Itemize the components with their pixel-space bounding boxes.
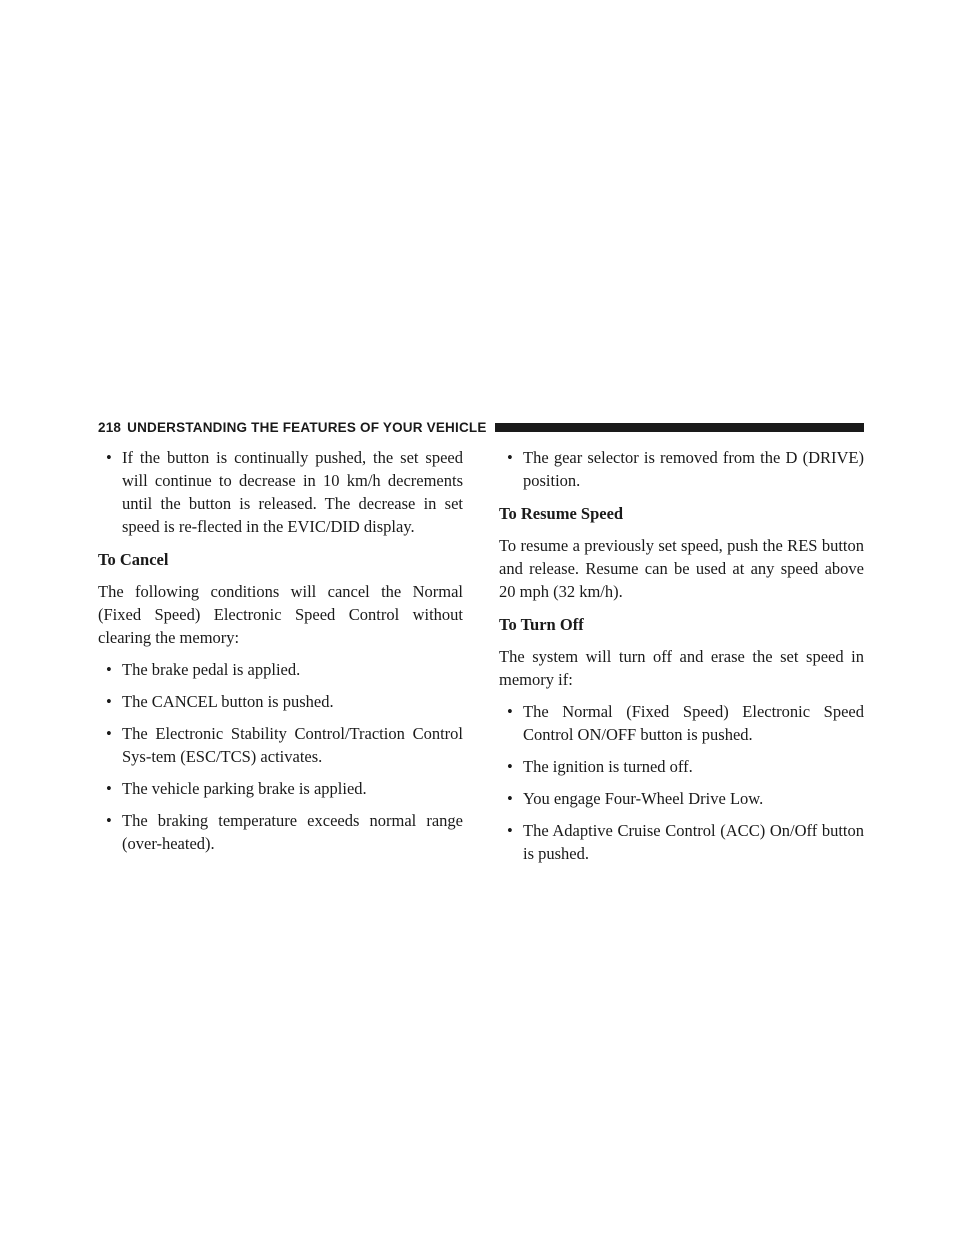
list-item: • The Adaptive Cruise Control (ACC) On/Off button is pushed. — [499, 819, 864, 865]
section-title: UNDERSTANDING THE FEATURES OF YOUR VEHICLE — [127, 419, 487, 435]
list-item: • The Electronic Stability Control/Traction Control Sys-tem (ESC/TCS) activates. — [98, 722, 463, 768]
left-column — [98, 446, 463, 864]
list-item: • If the button is continually pushed, the set speed will continue to decrease in 10 km/h decrements until the button is released. The decrease in set speed is re-flected in the EVIC/DID display. — [98, 446, 463, 538]
list-item: • The CANCEL button is pushed. — [98, 690, 463, 713]
list-item: • The brake pedal is applied. — [98, 658, 463, 681]
list-item: • The vehicle parking brake is applied. — [98, 777, 463, 800]
list-item: • The gear selector is removed from the D (DRIVE) position. — [499, 446, 864, 492]
turn-off-heading: To Turn Off — [499, 615, 584, 634]
cancel-intro: The following conditions will cancel the Normal (Fixed Speed) Electronic Speed Control without clearing the memory: — [98, 582, 463, 647]
cancel-heading: To Cancel — [98, 550, 169, 569]
page-header — [98, 418, 864, 436]
page-number: 218 — [98, 419, 122, 435]
resume-heading: To Resume Speed — [499, 504, 624, 523]
list-item: • The Normal (Fixed Speed) Electronic Speed Control ON/OFF button is pushed. — [499, 700, 864, 746]
resume-text: To resume a previously set speed, push the RES button and release. Resume can be used at any speed above 20 mph (32 km/h). — [499, 536, 864, 601]
list-item: • The ignition is turned off. — [499, 755, 864, 778]
turn-off-intro: The system will turn off and erase the set speed in memory if: — [499, 647, 864, 689]
list-item: • You engage Four-Wheel Drive Low. — [499, 787, 864, 810]
header-rule — [495, 423, 864, 432]
list-item: • The braking temperature exceeds normal range (over-heated). — [98, 809, 463, 855]
right-column — [499, 446, 864, 874]
